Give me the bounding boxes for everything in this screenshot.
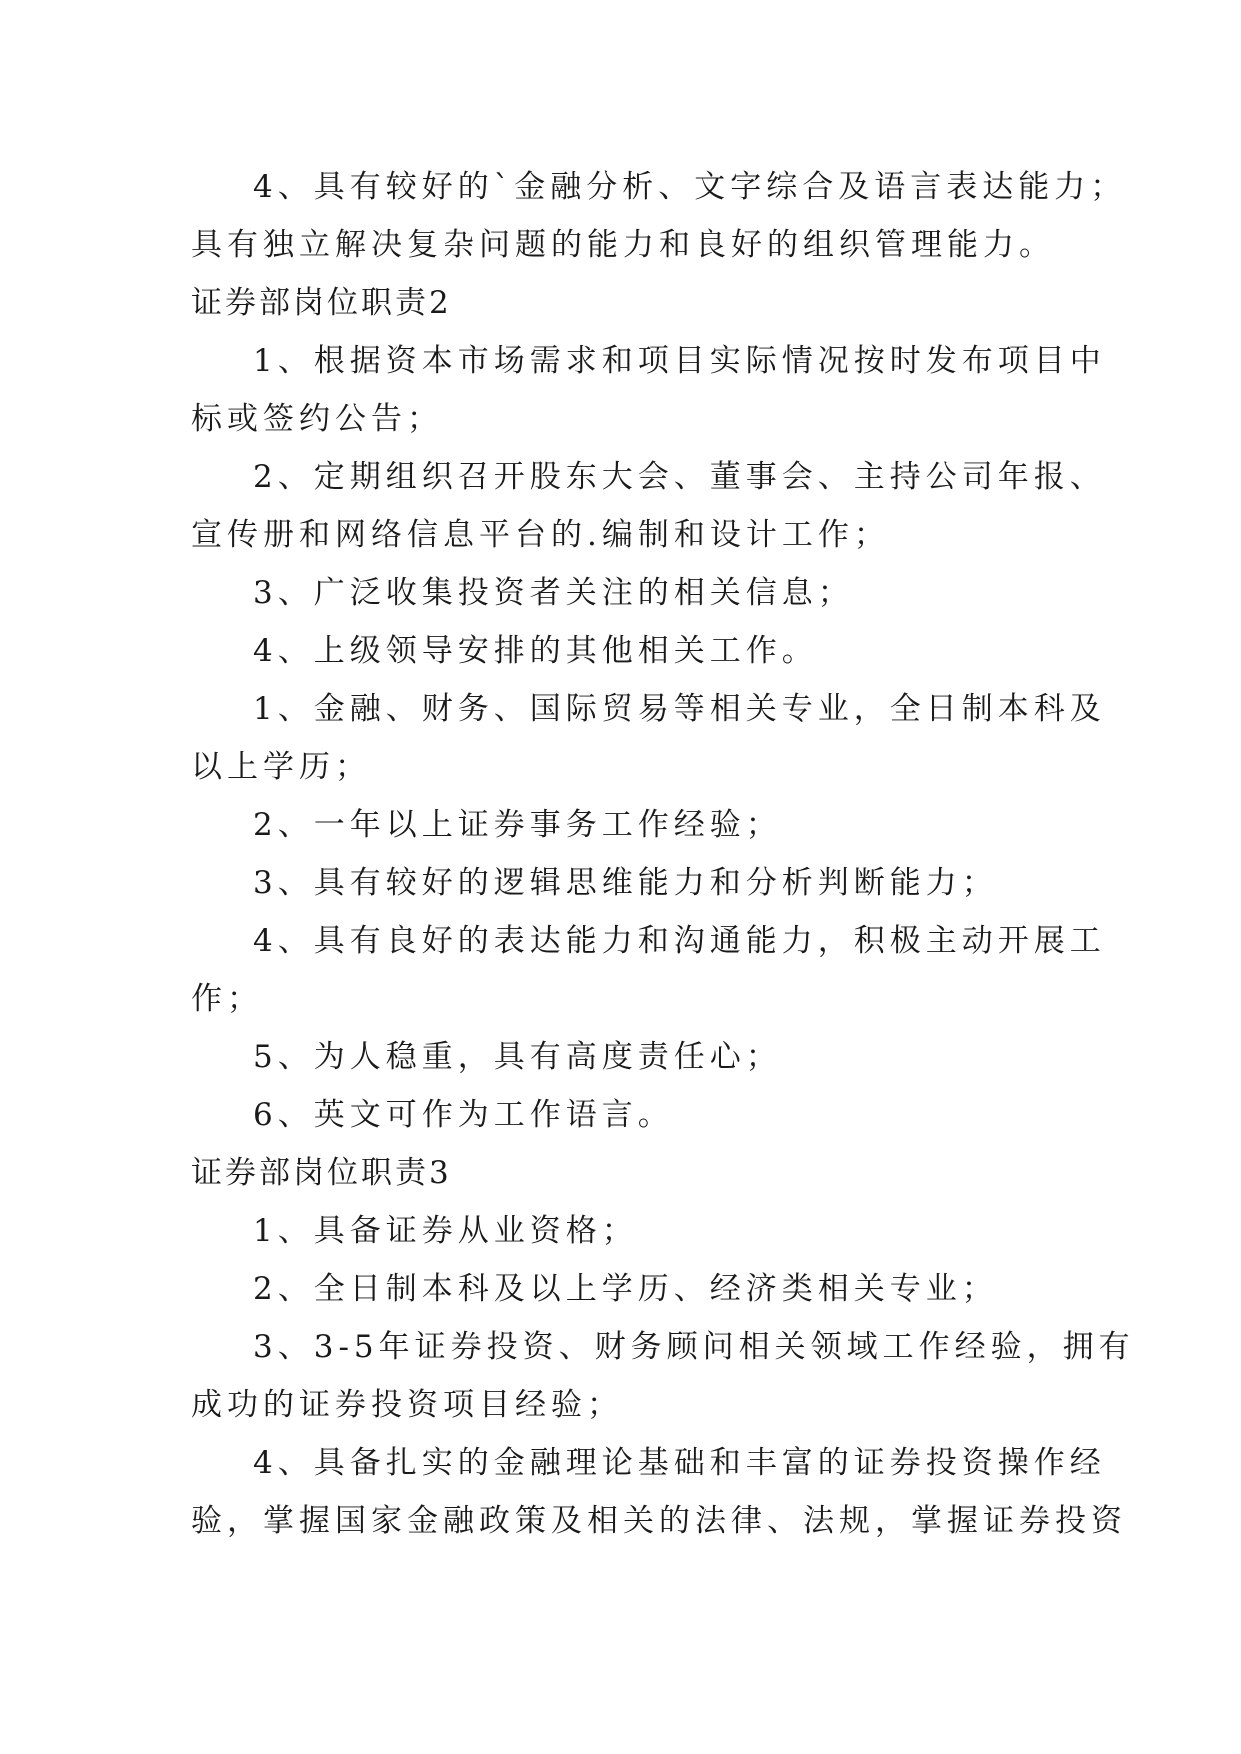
paragraph-line: 3、3-5年证券投资、财务顾问相关领域工作经验，拥有 (253, 1329, 1135, 1365)
paragraph-line: 以上学历； (191, 749, 371, 785)
paragraph-line: 2、全日制本科及以上学历、经济类相关专业； (253, 1271, 998, 1307)
paragraph-line: 4、具有良好的表达能力和沟通能力，积极主动开展工 (253, 923, 1106, 959)
paragraph-line: 具有独立解决复杂问题的能力和良好的组织管理能力。 (191, 227, 1055, 263)
section-heading: 证券部岗位职责3 (191, 1155, 452, 1191)
paragraph-line: 1、具备证券从业资格； (253, 1213, 638, 1249)
paragraph-line: 6、英文可作为工作语言。 (253, 1097, 674, 1133)
paragraph-line: 2、一年以上证券事务工作经验； (253, 807, 782, 843)
paragraph-line: 标或签约公告； (191, 401, 443, 437)
paragraph-line: 3、广泛收集投资者关注的相关信息； (253, 575, 854, 611)
document-body (191, 158, 1135, 1550)
paragraph-line: 4、具有较好的`金融分析、文字综合及语言表达能力； (253, 169, 1127, 205)
paragraph-line: 1、金融、财务、国际贸易等相关专业，全日制本科及 (253, 691, 1106, 727)
paragraph-line: 作； (191, 981, 263, 1017)
paragraph-line: 2、定期组织召开股东大会、董事会、主持公司年报、 (253, 459, 1106, 495)
paragraph-line: 4、具备扎实的金融理论基础和丰富的证券投资操作经 (253, 1445, 1106, 1481)
paragraph-line: 5、为人稳重，具有高度责任心； (253, 1039, 782, 1075)
paragraph-line: 验，掌握国家金融政策及相关的法律、法规，掌握证券投资 (191, 1503, 1127, 1539)
section-heading: 证券部岗位职责2 (191, 285, 452, 321)
paragraph-line: 1、根据资本市场需求和项目实际情况按时发布项目中 (253, 343, 1106, 379)
paragraph-line: 3、具有较好的逻辑思维能力和分析判断能力； (253, 865, 998, 901)
paragraph-line: 成功的证券投资项目经验； (191, 1387, 623, 1423)
paragraph-line: 宣传册和网络信息平台的.编制和设计工作； (191, 517, 890, 553)
paragraph-line: 4、上级领导安排的其他相关工作。 (253, 633, 818, 669)
